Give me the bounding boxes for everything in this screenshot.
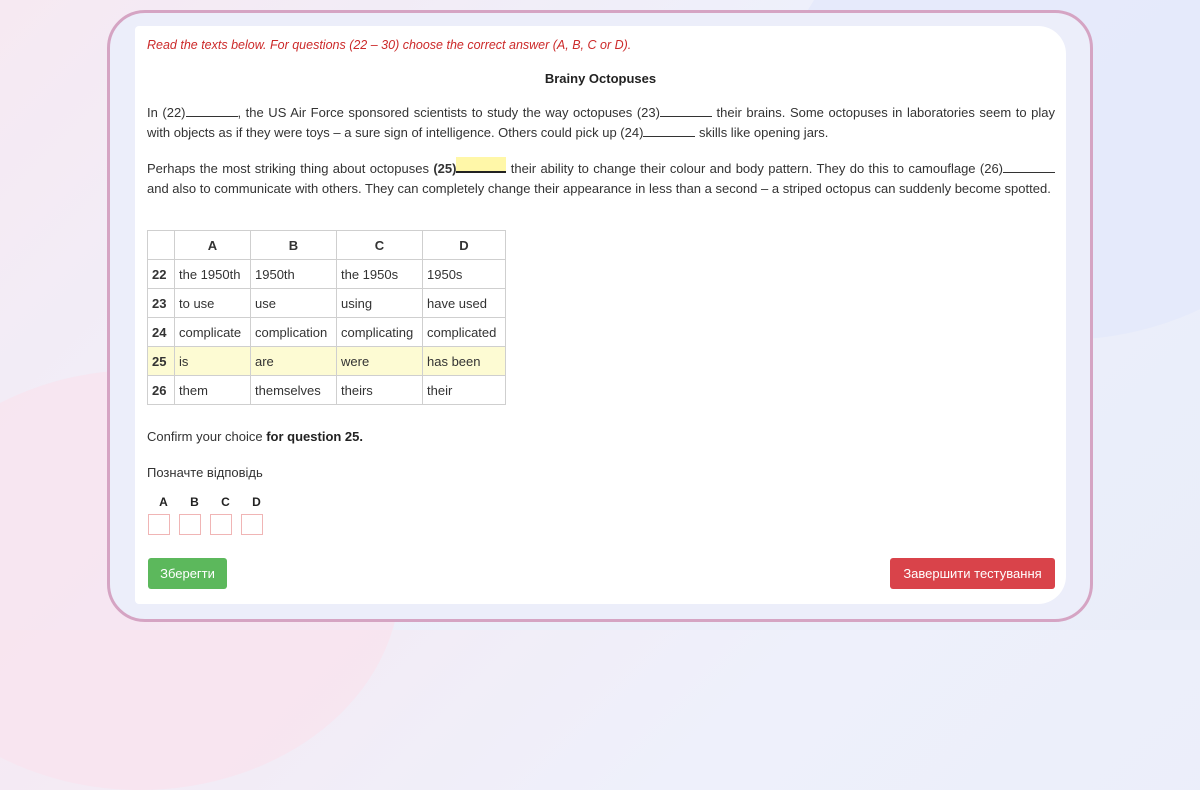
gap-26 xyxy=(1003,160,1055,173)
answer-letter-c: C xyxy=(221,495,230,509)
text-title: Brainy Octopuses xyxy=(544,71,657,86)
table-header xyxy=(148,231,175,260)
text-segment: their brains. Some octopuses in laboratories seem to play with objects as if they were toys – a sure sign of intelligence. Others could pick up (24) xyxy=(147,105,1056,140)
table-cell: complicating xyxy=(337,318,423,347)
answer-letters xyxy=(148,495,272,509)
table-cell: 1950s xyxy=(423,260,506,289)
finish-test-button[interactable]: Завершити тестування xyxy=(890,558,1055,589)
table-cell: themselves xyxy=(251,376,337,405)
gap-25-active xyxy=(456,157,506,173)
table-row xyxy=(148,376,506,405)
paragraph-1 xyxy=(147,103,1055,143)
table-cell: their xyxy=(423,376,506,405)
answer-letter-a: A xyxy=(159,495,168,509)
table-header-row xyxy=(148,231,506,260)
text-segment: their ability to change their colour and body pattern. They do this to camouflage (26) xyxy=(506,161,1003,176)
question-number: 26 xyxy=(148,376,175,405)
table-cell: were xyxy=(337,347,423,376)
table-header: D xyxy=(423,231,506,260)
table-cell: the 1950th xyxy=(175,260,251,289)
table-row-highlighted xyxy=(148,347,506,376)
question-number: 23 xyxy=(148,289,175,318)
confirm-label: Confirm your choice xyxy=(147,429,267,444)
confirm-text xyxy=(147,429,363,444)
table-cell: has been xyxy=(423,347,506,376)
question-number: 25 xyxy=(148,347,175,376)
table-row xyxy=(148,260,506,289)
confirm-question: for question 25. xyxy=(266,429,364,444)
answer-prompt: Позначте відповідь xyxy=(147,465,263,480)
table-header: A xyxy=(175,231,251,260)
table-cell: using xyxy=(337,289,423,318)
table-header: B xyxy=(251,231,337,260)
table-cell: complicate xyxy=(175,318,251,347)
table-cell: complication xyxy=(251,318,337,347)
question-number: 24 xyxy=(148,318,175,347)
table-cell: to use xyxy=(175,289,251,318)
answer-checkbox-b[interactable] xyxy=(179,514,201,535)
instruction-text: Read the texts below. For questions (22 – 30) choose the correct answer (A, B, C or D). xyxy=(147,38,632,52)
answer-letter-d: D xyxy=(252,495,261,509)
table-cell: use xyxy=(251,289,337,318)
active-question-number: (25) xyxy=(433,161,457,176)
text-segment: , the US Air Force sponsored scientists to study the way octopuses (23) xyxy=(237,105,660,120)
answer-checkbox-c[interactable] xyxy=(210,514,232,535)
table-cell: have used xyxy=(423,289,506,318)
table-row xyxy=(148,318,506,347)
answer-checkbox-d[interactable] xyxy=(241,514,263,535)
table-row xyxy=(148,289,506,318)
text-segment: skills like opening jars. xyxy=(695,125,829,140)
text-segment: and also to communicate with others. They can completely change their appearance in less than a second – a striped octopus can suddenly become spotted. xyxy=(147,181,1051,196)
table-header: C xyxy=(337,231,423,260)
answer-letter-b: B xyxy=(190,495,199,509)
text-segment: Perhaps the most striking thing about octopuses xyxy=(147,161,434,176)
gap-22 xyxy=(186,104,238,117)
gap-23 xyxy=(660,104,712,117)
table-cell: the 1950s xyxy=(337,260,423,289)
table-cell: is xyxy=(175,347,251,376)
save-button[interactable]: Зберегти xyxy=(148,558,227,589)
gap-24 xyxy=(643,124,695,137)
options-table xyxy=(147,230,506,405)
table-cell: them xyxy=(175,376,251,405)
table-cell: 1950th xyxy=(251,260,337,289)
table-cell: are xyxy=(251,347,337,376)
table-cell: complicated xyxy=(423,318,506,347)
paragraph-2 xyxy=(147,157,1055,199)
text-segment: In (22) xyxy=(147,105,186,120)
table-cell: theirs xyxy=(337,376,423,405)
question-number: 22 xyxy=(148,260,175,289)
answer-checkbox-a[interactable] xyxy=(148,514,170,535)
